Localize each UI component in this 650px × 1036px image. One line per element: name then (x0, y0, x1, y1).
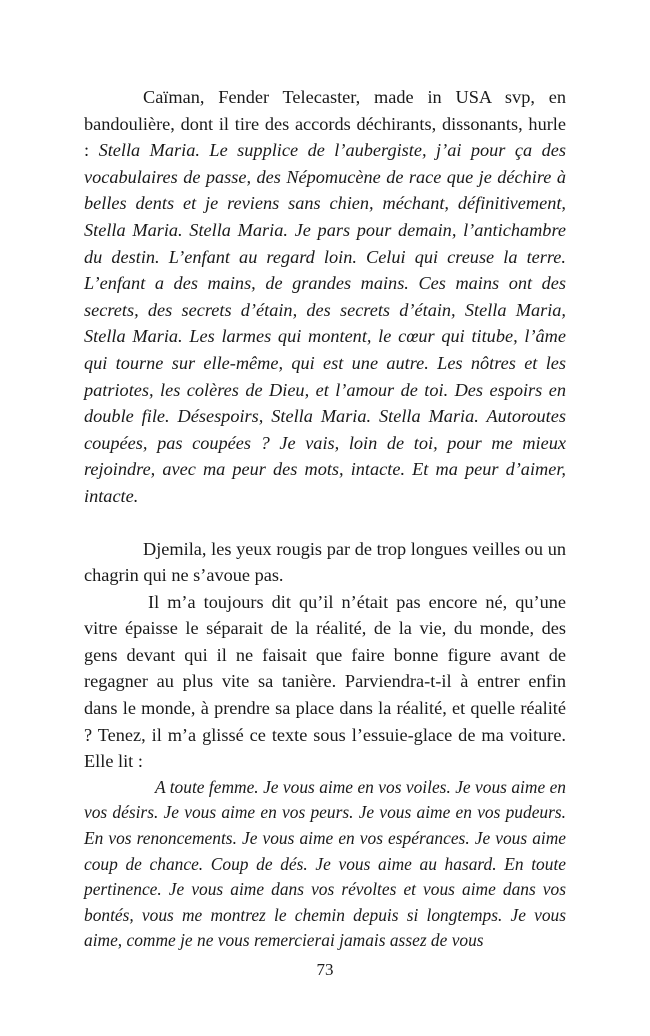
page-body (84, 84, 566, 954)
paragraph-love-letter: A toute femme. Je vous aime en vos voiles. Je vous aime en vos désirs. Je vous aime en vos peurs. Je vous aime en vos pudeurs. En vos renoncements. Je vous aime en vos espérances. Je vous aime coup de chance. Coup de dés. Je vous aime au hasard. En toute pertinence. Je vous aime dans vos révoltes et vous aime dans vos bontés, vous me montrez le chemin depuis si longtemps. Je vous aime, comme je ne vous remercierai jamais assez de vous (84, 776, 566, 951)
paragraph-caiman-lead: Caïman, Fender Telecaster, made in USA svp, en bandoulière, dont il tire des accords déchirants, dissonants, hurle : (84, 87, 566, 161)
paragraph-djemila: Djemila, les yeux rougis par de trop longues veilles ou un chagrin qui ne s’avoue pas. (84, 538, 566, 586)
paragraph-caiman (84, 84, 566, 510)
paragraph-caiman-song: Stella Maria. Le supplice de l’aubergiste, j’ai pour ça des vocabulaires de passe, des Népomucène de race que je déchire à belles dents et je reviens sans chien, méchant, définitivement, Stella Maria. Stella Maria. Je pars pour demain, l’antichambre du destin. L’enfant au regard loin. Celui qui creuse la terre. L’enfant a des mains, de grandes mains. Ces mains ont des secrets, des secrets d’étain, des secrets d’étain, Stella Maria, Stella Maria. Les larmes qui montent, le cœur qui titube, l’âme qui tourne sur elle-même, qui est une autre. Les nôtres et les patriotes, les colères de Dieu, et l’amour de toi. Des espoirs en double file. Désespoirs, Stella Maria. Stella Maria. Autoroutes coupées, pas coupées ? Je vais, loin de toi, pour me mieux rejoindre, avec ma peur des mots, intacte. Et ma peur d’aimer, intacte. (84, 140, 566, 506)
paragraph-reality: Il m’a toujours dit qu’il n’était pas encore né, qu’une vitre épaisse le séparait de la réalité, de la vie, du monde, des gens devant qui il ne faisait que faire bonne figure avant de regagner au plus vite sa tanière. Parviendra-t-il à entrer enfin dans le monde, à prendre sa place dans la réalité, et quelle réalité ? Tenez, il m’a glissé ce texte sous l’essuie-glace de ma voiture. Elle lit : (84, 591, 566, 772)
page-number: 73 (316, 960, 334, 979)
paragraph-gap (84, 510, 566, 536)
